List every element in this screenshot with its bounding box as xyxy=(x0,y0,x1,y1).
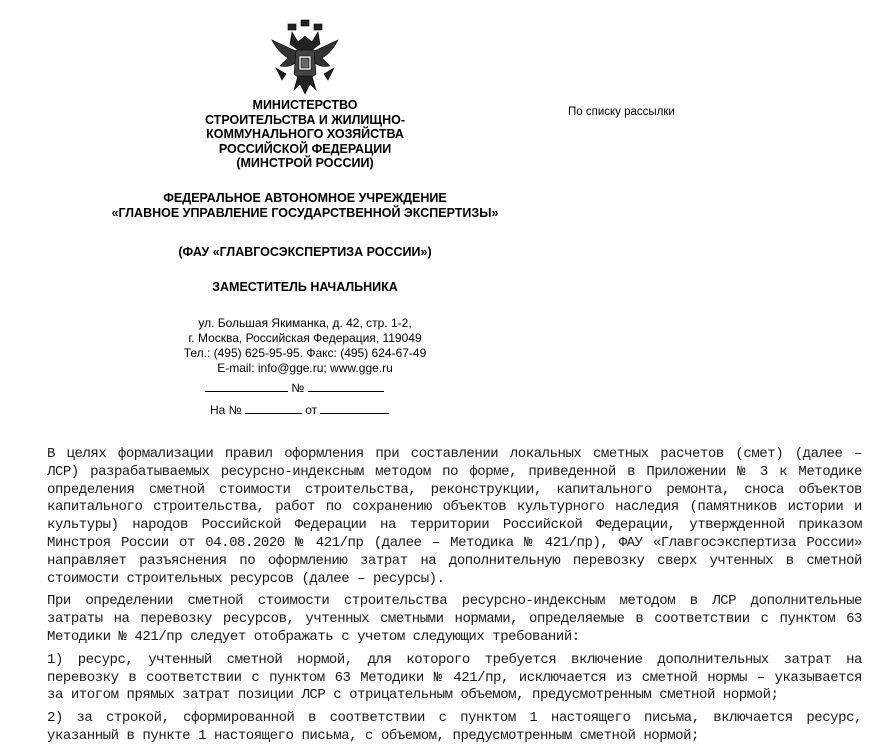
text-line: культуры) народов Российской Федерации на территории Российской Федерации, утвержденной приказом xyxy=(47,517,862,534)
text-line: направляет разъяснения по оформлению затрат на дополнительную перевозку сверх учтенных в сметной xyxy=(47,552,862,569)
text-line: Минстроя России от 04.08.2020 № 421/пр (далее – Методика № 421/пр), ФАУ «Главгосэкспертиза России» xyxy=(47,534,862,551)
ministry-line: СТРОИТЕЛЬСТВА И ЖИЛИЩНО- xyxy=(204,112,406,127)
reply-label: На № xyxy=(210,403,242,417)
address-block xyxy=(130,316,480,376)
paragraph xyxy=(47,593,862,646)
institution-line: «ГЛАВНОЕ УПРАВЛЕНИЕ ГОСУДАРСТВЕННОЙ ЭКСПЕРТИЗЫ» xyxy=(111,205,499,220)
text-line: капитального строительства, работ по сохранению объектов культурного наследия (памятников истории и xyxy=(47,499,862,516)
ministry-line: МИНИСТЕРСТВО xyxy=(252,98,358,112)
address-line: E-mail: info@gge.ru; www.gge.ru xyxy=(217,361,393,375)
institution-line: ФЕДЕРАЛЬНОЕ АВТОНОМНОЕ УЧРЕЖДЕНИЕ xyxy=(163,191,447,205)
text-line: 1) ресурс, учтенный сметной нормой, для которого требуется включение дополнительных затрат на xyxy=(47,651,862,668)
paragraph xyxy=(47,652,862,705)
from-label: от xyxy=(305,403,318,417)
text-line: указанный в пункте 1 настоящего письма, с объемом, предусмотренным сметной нормой; xyxy=(47,727,700,744)
ministry-name xyxy=(105,98,505,171)
address-line: ул. Большая Якиманка, д. 42, стр. 1-2, xyxy=(198,316,412,330)
date-blank xyxy=(205,380,288,392)
text-line: В целях формализации правил оформления при составлении локальных сметных расчетов (смет) (далее – xyxy=(47,446,862,462)
reply-date-blank xyxy=(320,402,389,414)
number-label: № xyxy=(291,381,305,395)
paragraph xyxy=(47,446,862,588)
coat-of-arms-emblem xyxy=(268,18,342,98)
address-line: г. Москва, Российская Федерация, 119049 xyxy=(188,331,422,345)
outgoing-number-line xyxy=(205,380,384,396)
text-line: ЛСР) разрабатываемых ресурсно-индексным методом по форме, приведенной в Приложении № 3 к Методике xyxy=(47,463,862,480)
text-line: 2) за строкой, сформированной в соответствии с пунктом 1 настоящего письма, включается ресурс, xyxy=(47,710,862,727)
institution-name xyxy=(75,191,535,220)
text-line: Методики № 421/пр следует отображать с учетом следующих требований: xyxy=(47,628,580,645)
text-line: за итогом прямых затрат позиции ЛСР с отрицательным объемом, предусмотренным сметной нормой; xyxy=(47,687,779,704)
institution-short-name: (ФАУ «ГЛАВГОСЭКСПЕРТИЗА РОССИИ») xyxy=(178,245,432,259)
address-line: Тел.: (495) 625-95-95. Факс: (495) 624-67-49 xyxy=(183,346,427,360)
recipient: По списку рассылки xyxy=(568,106,675,118)
reply-number-blank xyxy=(245,402,302,414)
text-line: определения сметной стоимости строительства, реконструкции, капитального ремонта, сноса объектов xyxy=(47,481,862,498)
reply-number-line xyxy=(210,402,389,418)
ministry-line: КОММУНАЛЬНОГО ХОЗЯЙСТВА xyxy=(206,127,404,142)
ministry-line: РОССИЙСКОЙ ФЕДЕРАЦИИ xyxy=(218,141,392,156)
text-line: При определении сметной стоимости строительства ресурсно-индексным методом в ЛСР дополнительные xyxy=(47,593,862,610)
number-blank xyxy=(308,380,384,392)
letter-body xyxy=(47,446,862,751)
ministry-line: (МИНСТРОЙ РОССИИ) xyxy=(236,156,374,171)
paragraph xyxy=(47,710,862,746)
text-line: стоимости строительных ресурсов (далее – ресурсы). xyxy=(47,570,445,587)
text-line: перевозку в соответствии с пунктом 63 Методики № 421/пр, исключается из сметной нормы – указывается xyxy=(47,669,862,686)
position-title: ЗАМЕСТИТЕЛЬ НАЧАЛЬНИКА xyxy=(212,280,398,294)
text-line: затраты на перевозку ресурсов, учтенных сметными нормами, определяемые в соответствии с пунктом 63 xyxy=(47,611,862,628)
